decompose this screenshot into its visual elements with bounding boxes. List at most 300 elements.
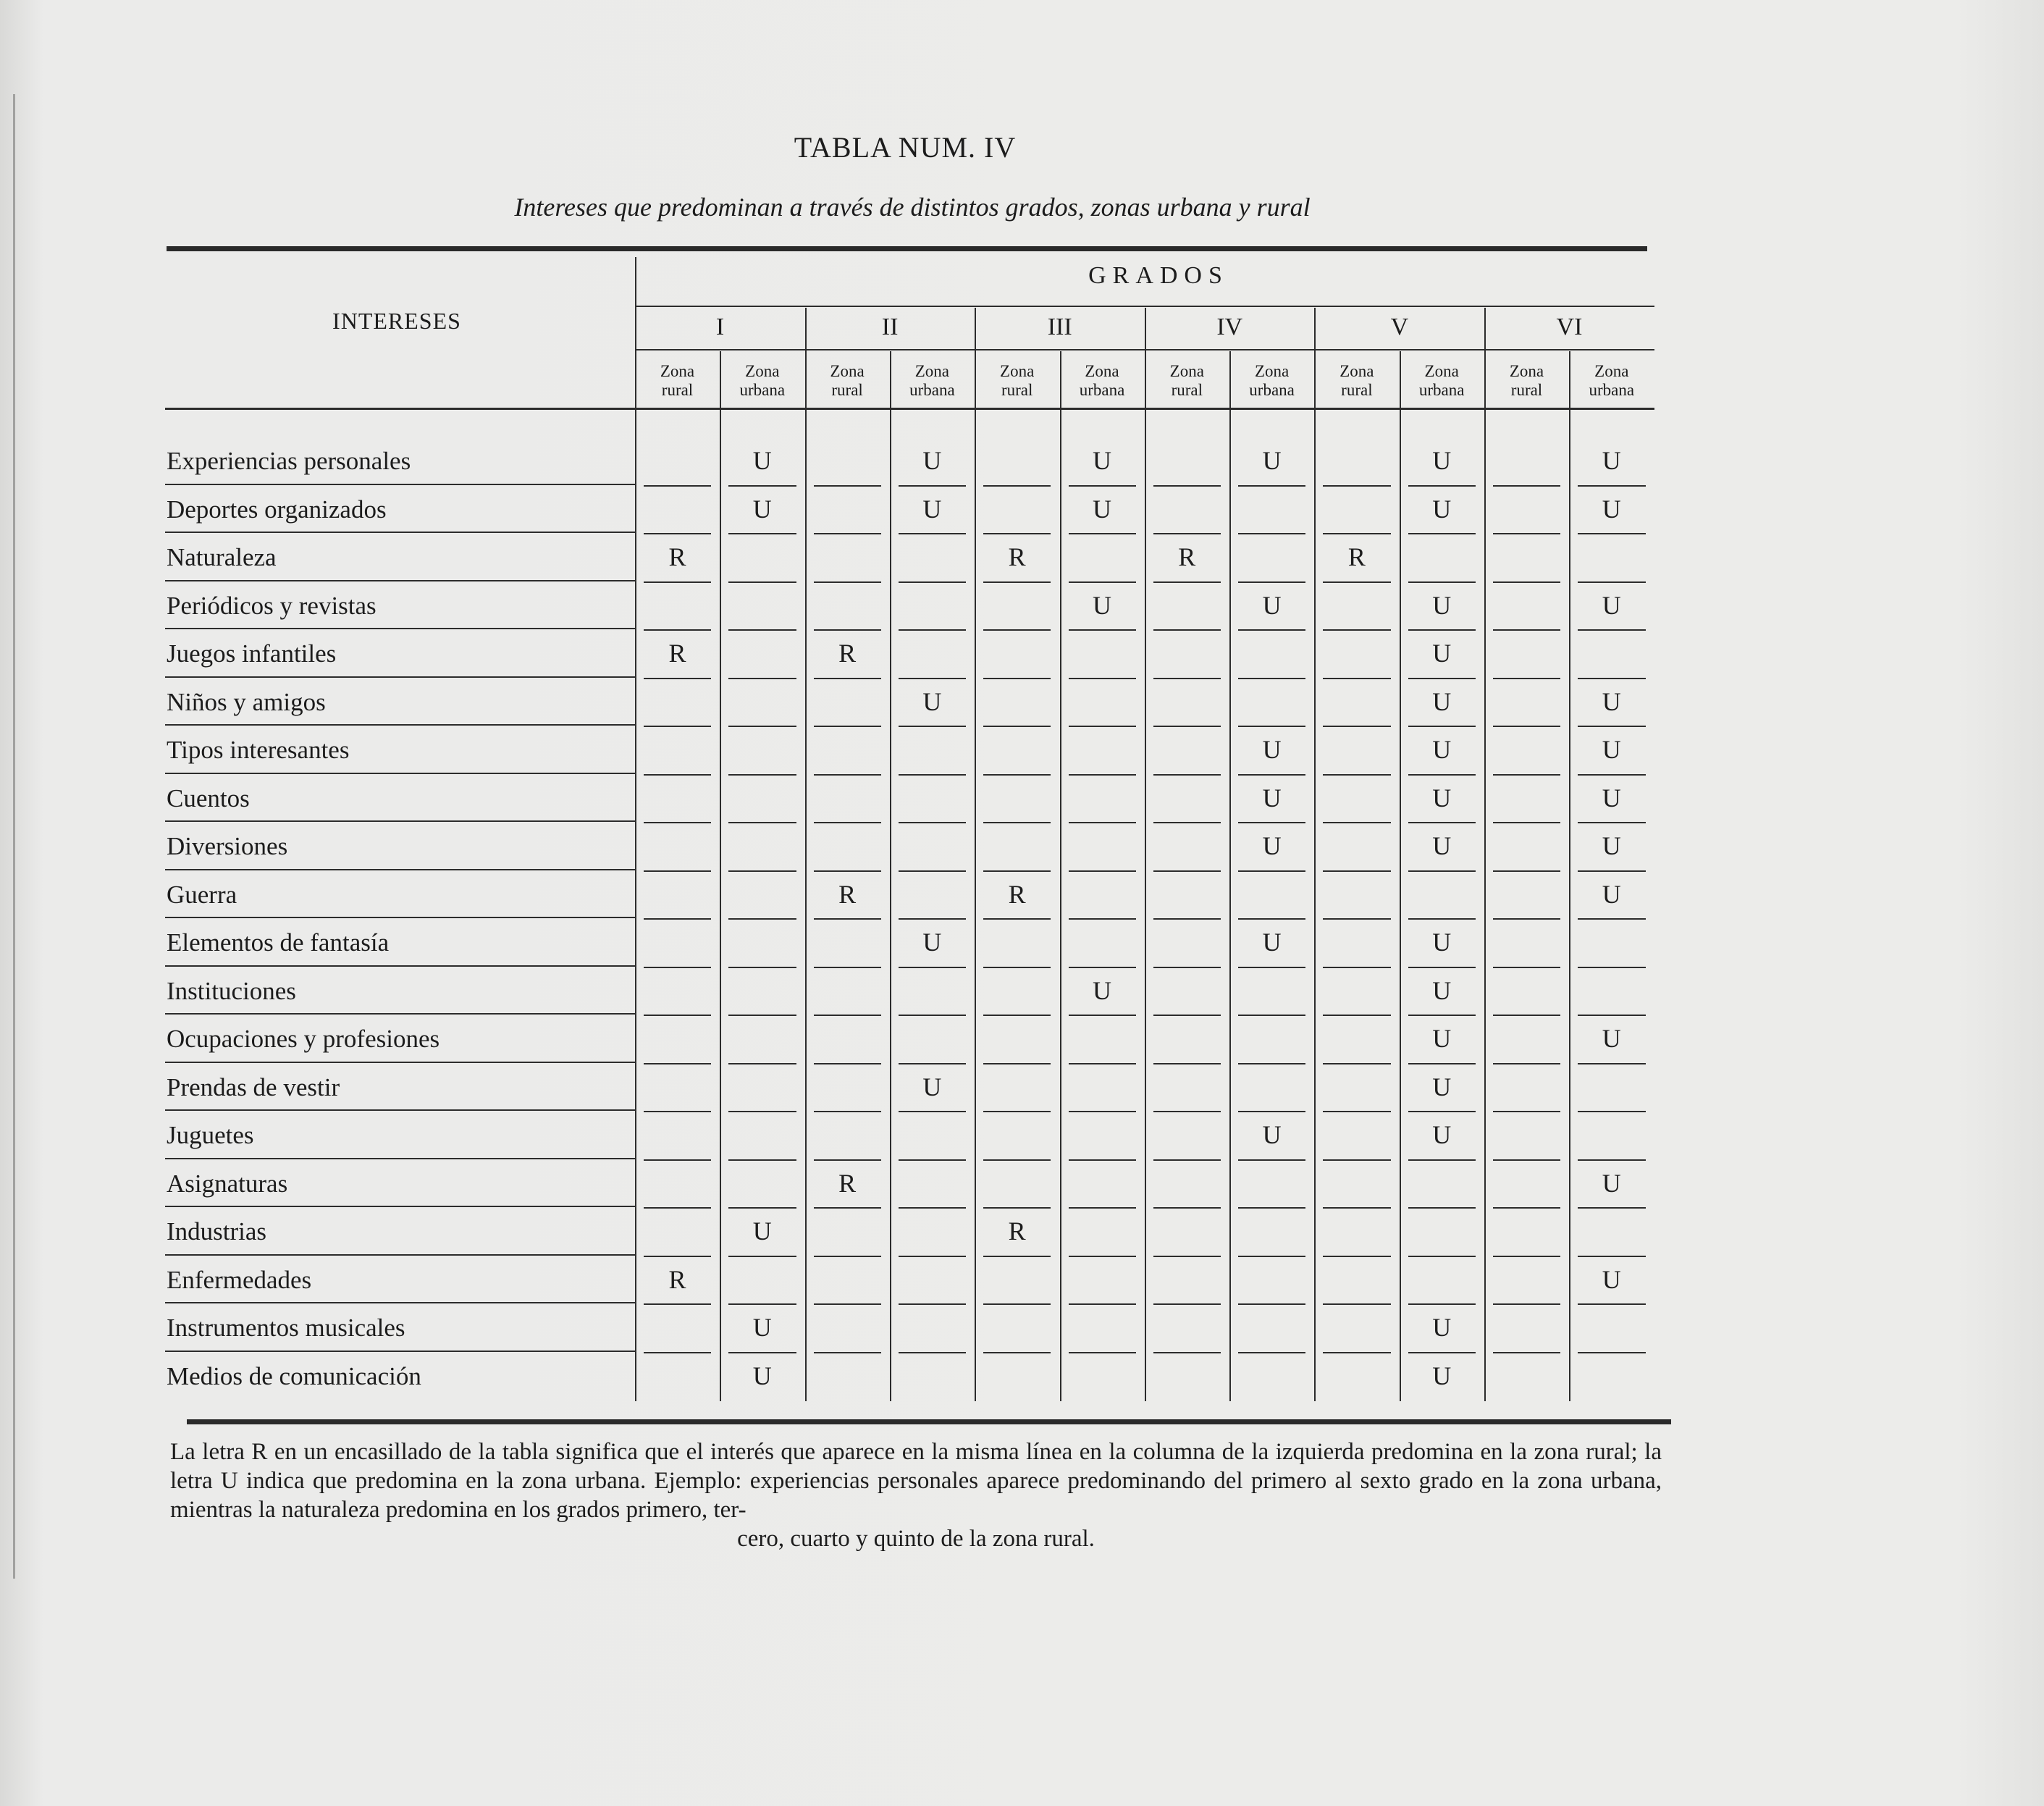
cell-underline <box>1069 822 1136 823</box>
cell-underline <box>899 1159 966 1161</box>
zone-label-kind: urbana <box>909 381 955 399</box>
cell-underline <box>1153 1015 1221 1016</box>
cell-underline <box>1408 485 1476 487</box>
cell-underline <box>1069 918 1136 920</box>
zone-label-word: Zona <box>1254 362 1290 380</box>
cell-underline <box>983 581 1051 583</box>
cell-underline <box>814 485 881 487</box>
cell-underline <box>644 485 711 487</box>
cell-underline <box>1323 485 1390 487</box>
cell-underline <box>1069 533 1136 534</box>
zone-label-word: Zona <box>1509 362 1544 380</box>
cell-underline <box>1408 1303 1476 1305</box>
cell-underline <box>1153 629 1221 631</box>
table-vline-grade <box>1145 308 1146 1401</box>
cell-underline <box>1153 1111 1221 1112</box>
cell-underline <box>1408 1352 1476 1353</box>
header-grados: GRADOS <box>1088 262 1229 289</box>
zone-label-kind: rural <box>1171 381 1203 399</box>
zone-label-kind: urbana <box>1589 381 1635 399</box>
cell-underline <box>983 967 1051 968</box>
row-underline <box>165 820 635 822</box>
cell-underline <box>728 822 796 823</box>
cell-underline <box>899 1303 966 1305</box>
interest-label: Naturaleza <box>167 543 277 571</box>
cell-underline <box>899 678 966 679</box>
cell-underline <box>1153 485 1221 487</box>
cell-underline <box>1408 1159 1476 1161</box>
zone-label-word: Zona <box>1424 362 1459 380</box>
cell-underline <box>1578 1159 1645 1161</box>
cell-underline <box>1238 1015 1305 1016</box>
cell-underline <box>644 581 711 583</box>
cell-underline <box>1238 918 1305 920</box>
cell-underline <box>1238 1352 1305 1353</box>
row-underline <box>165 1062 635 1063</box>
cell-underline <box>1069 629 1136 631</box>
cell-mark-u: U <box>1262 1120 1282 1149</box>
cell-underline <box>983 1352 1051 1353</box>
cell-underline <box>1408 1256 1476 1257</box>
interest-label: Guerra <box>167 880 237 909</box>
footnote-text: La letra R en un encasillado de la tabla significa que el interés que aparece en la misma línea en la columna de la izquierda predomina en la zona rural; la letra U indica que predomina en la zona urbana. Ejemplo: experiencias personales aparece predominando del primero al sexto grado en la zona urbana, mientras la naturaleza predomina en los grados primero, ter- <box>170 1439 1662 1523</box>
cell-mark-u: U <box>1432 975 1452 1005</box>
cell-underline <box>1153 1207 1221 1209</box>
zone-label-kind: urbana <box>739 381 786 399</box>
cell-underline <box>644 870 711 872</box>
cell-mark-r: R <box>668 1264 686 1294</box>
cell-underline <box>1153 726 1221 727</box>
interest-label: Ocupaciones y profesiones <box>167 1025 440 1053</box>
cell-mark-u: U <box>1432 639 1452 668</box>
cell-underline <box>1238 774 1305 776</box>
cell-mark-u: U <box>1262 735 1282 764</box>
grade-label: II <box>881 314 899 340</box>
cell-underline <box>899 1111 966 1112</box>
cell-underline <box>728 726 796 727</box>
header-interests: INTERESES <box>332 308 461 334</box>
cell-mark-u: U <box>1262 590 1282 620</box>
zone-rural-label <box>975 362 1059 400</box>
cell-underline <box>983 678 1051 679</box>
cell-underline <box>1069 1015 1136 1016</box>
cell-underline <box>1323 1063 1390 1064</box>
cell-mark-u: U <box>922 446 942 475</box>
cell-underline <box>1323 918 1390 920</box>
table-subtitle: Intereses que predominan a través de distintos grados, zonas urbana y rural <box>514 193 1311 222</box>
interest-label: Deportes organizados <box>167 495 387 524</box>
cell-mark-r: R <box>668 639 686 668</box>
grade-label: III <box>1047 314 1072 340</box>
cell-underline <box>1578 1256 1645 1257</box>
cell-underline <box>1578 726 1645 727</box>
cell-underline <box>1578 1303 1645 1305</box>
cell-mark-u: U <box>922 928 942 957</box>
cell-mark-u: U <box>1262 928 1282 957</box>
cell-underline <box>644 1303 711 1305</box>
zone-label-word: Zona <box>1169 362 1204 380</box>
cell-underline <box>899 1256 966 1257</box>
cell-underline <box>814 1207 881 1209</box>
cell-underline <box>728 533 796 534</box>
cell-underline <box>1493 1256 1560 1257</box>
table-hline-grades <box>635 349 1654 350</box>
cell-underline <box>814 1352 881 1353</box>
cell-underline <box>1153 1256 1221 1257</box>
cell-mark-u: U <box>1432 1361 1452 1390</box>
grade-label: IV <box>1216 314 1243 340</box>
cell-underline <box>644 1063 711 1064</box>
cell-underline <box>1408 774 1476 776</box>
table-vline-grade <box>805 308 807 1401</box>
cell-underline <box>728 918 796 920</box>
cell-underline <box>1323 1256 1390 1257</box>
cell-mark-u: U <box>1602 1168 1621 1198</box>
row-underline <box>165 773 635 774</box>
cell-underline <box>1069 1063 1136 1064</box>
cell-mark-u: U <box>752 494 772 524</box>
cell-underline <box>1408 533 1476 534</box>
row-underline <box>165 484 635 485</box>
cell-underline <box>1493 1303 1560 1305</box>
interest-label: Prendas de vestir <box>167 1072 340 1101</box>
cell-underline <box>1408 918 1476 920</box>
cell-underline <box>814 678 881 679</box>
cell-underline <box>1323 1015 1390 1016</box>
cell-underline <box>644 1015 711 1016</box>
cell-underline <box>644 918 711 920</box>
cell-mark-u: U <box>1602 1024 1621 1053</box>
zone-urban-label <box>720 362 804 400</box>
cell-underline <box>1069 678 1136 679</box>
cell-mark-u: U <box>1602 446 1621 475</box>
cell-mark-u: U <box>1602 831 1621 860</box>
cell-mark-u: U <box>1432 446 1452 475</box>
cell-underline <box>814 870 881 872</box>
cell-mark-u: U <box>1432 590 1452 620</box>
cell-mark-u: U <box>1093 590 1111 620</box>
cell-underline <box>1238 870 1305 872</box>
zone-label-word: Zona <box>745 362 780 380</box>
table-footnote <box>170 1437 1662 1553</box>
cell-underline <box>1238 533 1305 534</box>
cell-underline <box>1578 1207 1645 1209</box>
interest-label: Diversiones <box>167 832 288 860</box>
cell-underline <box>983 918 1051 920</box>
cell-underline <box>1323 533 1390 534</box>
cell-underline <box>1238 678 1305 679</box>
cell-underline <box>1578 870 1645 872</box>
cell-underline <box>899 1063 966 1064</box>
interest-label: Juegos infantiles <box>167 639 337 668</box>
cell-underline <box>814 1063 881 1064</box>
cell-mark-u: U <box>1602 1264 1621 1294</box>
cell-underline <box>728 967 796 968</box>
cell-underline <box>1069 774 1136 776</box>
cell-mark-u: U <box>1432 1072 1452 1101</box>
cell-underline <box>1578 533 1645 534</box>
row-underline <box>165 724 635 726</box>
cell-underline <box>814 1015 881 1016</box>
zone-label-kind: rural <box>1001 381 1033 399</box>
cell-underline <box>1493 1111 1560 1112</box>
cell-underline <box>983 822 1051 823</box>
cell-underline <box>1238 822 1305 823</box>
cell-mark-u: U <box>1262 446 1282 475</box>
cell-underline <box>644 1159 711 1161</box>
cell-underline <box>644 822 711 823</box>
cell-underline <box>1069 870 1136 872</box>
cell-underline <box>899 870 966 872</box>
cell-underline <box>1323 774 1390 776</box>
cell-underline <box>814 774 881 776</box>
row-underline <box>165 1013 635 1015</box>
row-underline <box>165 965 635 967</box>
cell-mark-u: U <box>752 1313 772 1342</box>
cell-mark-u: U <box>1602 494 1621 524</box>
cell-underline <box>728 485 796 487</box>
table-vline-zone <box>1229 351 1231 1401</box>
cell-underline <box>1069 1111 1136 1112</box>
cell-underline <box>1323 1111 1390 1112</box>
cell-underline <box>1069 1352 1136 1353</box>
cell-underline <box>899 822 966 823</box>
interest-label: Niños y amigos <box>167 687 326 716</box>
cell-mark-u: U <box>1602 879 1621 909</box>
cell-underline <box>983 1207 1051 1209</box>
cell-underline <box>899 1352 966 1353</box>
cell-underline <box>1408 678 1476 679</box>
cell-underline <box>1578 967 1645 968</box>
cell-underline <box>983 1303 1051 1305</box>
cell-underline <box>1408 1207 1476 1209</box>
cell-mark-u: U <box>1093 494 1111 524</box>
cell-underline <box>1323 1207 1390 1209</box>
cell-underline <box>1323 1159 1390 1161</box>
cell-underline <box>1323 1352 1390 1353</box>
cell-underline <box>728 1063 796 1064</box>
cell-underline <box>1153 870 1221 872</box>
cell-underline <box>814 822 881 823</box>
cell-mark-u: U <box>752 1217 772 1246</box>
cell-mark-u: U <box>922 686 942 716</box>
cell-underline <box>983 1063 1051 1064</box>
row-underline <box>165 676 635 678</box>
cell-underline <box>1323 726 1390 727</box>
cell-underline <box>1153 1303 1221 1305</box>
cell-underline <box>1153 1159 1221 1161</box>
cell-underline <box>1408 726 1476 727</box>
zone-label-word: Zona <box>660 362 695 380</box>
cell-mark-u: U <box>922 494 942 524</box>
interest-label: Enfermedades <box>167 1265 312 1294</box>
zone-rural-label <box>1145 362 1229 400</box>
cell-underline <box>814 629 881 631</box>
cell-underline <box>1069 1159 1136 1161</box>
cell-underline <box>728 1159 796 1161</box>
cell-underline <box>1069 967 1136 968</box>
cell-underline <box>1069 1256 1136 1257</box>
cell-underline <box>1153 533 1221 534</box>
cell-underline <box>1408 629 1476 631</box>
zone-label-kind: urbana <box>1418 381 1465 399</box>
cell-mark-u: U <box>1602 735 1621 764</box>
cell-underline <box>1238 629 1305 631</box>
cell-underline <box>1493 774 1560 776</box>
cell-underline <box>1153 774 1221 776</box>
cell-underline <box>814 533 881 534</box>
cell-underline <box>1323 678 1390 679</box>
row-underline <box>165 628 635 629</box>
cell-underline <box>728 678 796 679</box>
zone-rural-label <box>805 362 890 400</box>
cell-underline <box>1493 967 1560 968</box>
cell-underline <box>983 870 1051 872</box>
cell-underline <box>644 774 711 776</box>
cell-underline <box>983 1256 1051 1257</box>
cell-underline <box>1493 1207 1560 1209</box>
zone-label-word: Zona <box>1085 362 1119 380</box>
cell-underline <box>1238 485 1305 487</box>
cell-underline <box>1493 581 1560 583</box>
cell-underline <box>899 726 966 727</box>
interest-label: Cuentos <box>167 784 250 812</box>
zone-label-word: Zona <box>914 362 950 380</box>
cell-underline <box>1153 918 1221 920</box>
cell-underline <box>728 1256 796 1257</box>
cell-underline <box>728 870 796 872</box>
cell-underline <box>1578 581 1645 583</box>
cell-underline <box>983 533 1051 534</box>
table-title: TABLA NUM. IV <box>794 131 1017 164</box>
cell-underline <box>814 1303 881 1305</box>
cell-underline <box>983 1015 1051 1016</box>
grade-label: I <box>715 314 725 340</box>
cell-underline <box>1493 726 1560 727</box>
zone-urban-label <box>1569 362 1654 400</box>
cell-underline <box>1578 485 1645 487</box>
cell-mark-u: U <box>1602 590 1621 620</box>
interest-label: Industrias <box>167 1217 267 1246</box>
cell-underline <box>1238 967 1305 968</box>
cell-underline <box>1238 1159 1305 1161</box>
cell-underline <box>1153 1063 1221 1064</box>
cell-underline <box>814 1256 881 1257</box>
zone-label-kind: urbana <box>1079 381 1125 399</box>
cell-mark-u: U <box>1093 446 1111 475</box>
cell-underline <box>1153 1352 1221 1353</box>
cell-underline <box>1069 726 1136 727</box>
cell-underline <box>728 1207 796 1209</box>
cell-underline <box>983 1159 1051 1161</box>
cell-underline <box>1578 822 1645 823</box>
cell-underline <box>1238 1111 1305 1112</box>
cell-underline <box>644 1111 711 1112</box>
cell-mark-u: U <box>1432 1024 1452 1053</box>
cell-underline <box>1238 1303 1305 1305</box>
cell-underline <box>1493 1159 1560 1161</box>
cell-underline <box>1408 1063 1476 1064</box>
row-underline <box>165 917 635 918</box>
cell-underline <box>899 1207 966 1209</box>
cell-underline <box>1493 533 1560 534</box>
zone-label-kind: urbana <box>1249 381 1295 399</box>
cell-mark-u: U <box>1432 494 1452 524</box>
cell-mark-u: U <box>1432 686 1452 716</box>
cell-underline <box>1493 1063 1560 1064</box>
cell-underline <box>1408 1111 1476 1112</box>
cell-mark-u: U <box>1602 686 1621 716</box>
row-underline <box>165 1254 635 1256</box>
zone-urban-label <box>1060 362 1145 400</box>
zone-urban-label <box>1229 362 1314 400</box>
cell-underline <box>1069 1207 1136 1209</box>
cell-underline <box>899 918 966 920</box>
cell-underline <box>644 629 711 631</box>
cell-underline <box>814 1159 881 1161</box>
cell-underline <box>899 485 966 487</box>
cell-underline <box>1493 678 1560 679</box>
zone-rural-label <box>635 362 720 400</box>
zone-rural-label <box>1314 362 1399 400</box>
cell-underline <box>1493 822 1560 823</box>
cell-underline <box>1578 629 1645 631</box>
row-underline <box>165 1351 635 1352</box>
cell-underline <box>1493 1352 1560 1353</box>
grade-label: VI <box>1556 314 1583 340</box>
cell-underline <box>644 1207 711 1209</box>
zone-label-word: Zona <box>1339 362 1374 380</box>
cell-underline <box>644 726 711 727</box>
cell-mark-r: R <box>1347 542 1366 571</box>
cell-underline <box>814 967 881 968</box>
zone-label-kind: rural <box>1341 381 1373 399</box>
interest-label: Juguetes <box>167 1121 254 1149</box>
cell-mark-r: R <box>1008 1217 1026 1246</box>
cell-underline <box>1493 485 1560 487</box>
table-vline-grade <box>1314 308 1316 1401</box>
cell-mark-u: U <box>1602 783 1621 812</box>
cell-underline <box>1238 1256 1305 1257</box>
cell-underline <box>728 581 796 583</box>
cell-underline <box>1153 678 1221 679</box>
cell-underline <box>1323 581 1390 583</box>
cell-underline <box>1408 822 1476 823</box>
table-hline-header <box>165 408 1654 410</box>
cell-mark-r: R <box>838 879 857 909</box>
cell-mark-u: U <box>1432 831 1452 860</box>
cell-mark-u: U <box>1432 1313 1452 1342</box>
interest-label: Asignaturas <box>167 1169 288 1198</box>
cell-underline <box>814 918 881 920</box>
zone-label-word: Zona <box>1000 362 1035 380</box>
cell-underline <box>1578 678 1645 679</box>
cell-underline <box>1493 918 1560 920</box>
interest-label: Medios de comunicación <box>167 1361 421 1390</box>
table-hline-grados <box>635 306 1654 307</box>
row-underline <box>165 869 635 870</box>
cell-underline <box>644 533 711 534</box>
cell-underline <box>1323 1303 1390 1305</box>
cell-underline <box>1578 1015 1645 1016</box>
row-underline <box>165 580 635 581</box>
cell-underline <box>1408 870 1476 872</box>
cell-underline <box>899 967 966 968</box>
cell-underline <box>644 1352 711 1353</box>
cell-underline <box>1578 1111 1645 1112</box>
cell-mark-u: U <box>752 1361 772 1390</box>
cell-underline <box>1238 726 1305 727</box>
